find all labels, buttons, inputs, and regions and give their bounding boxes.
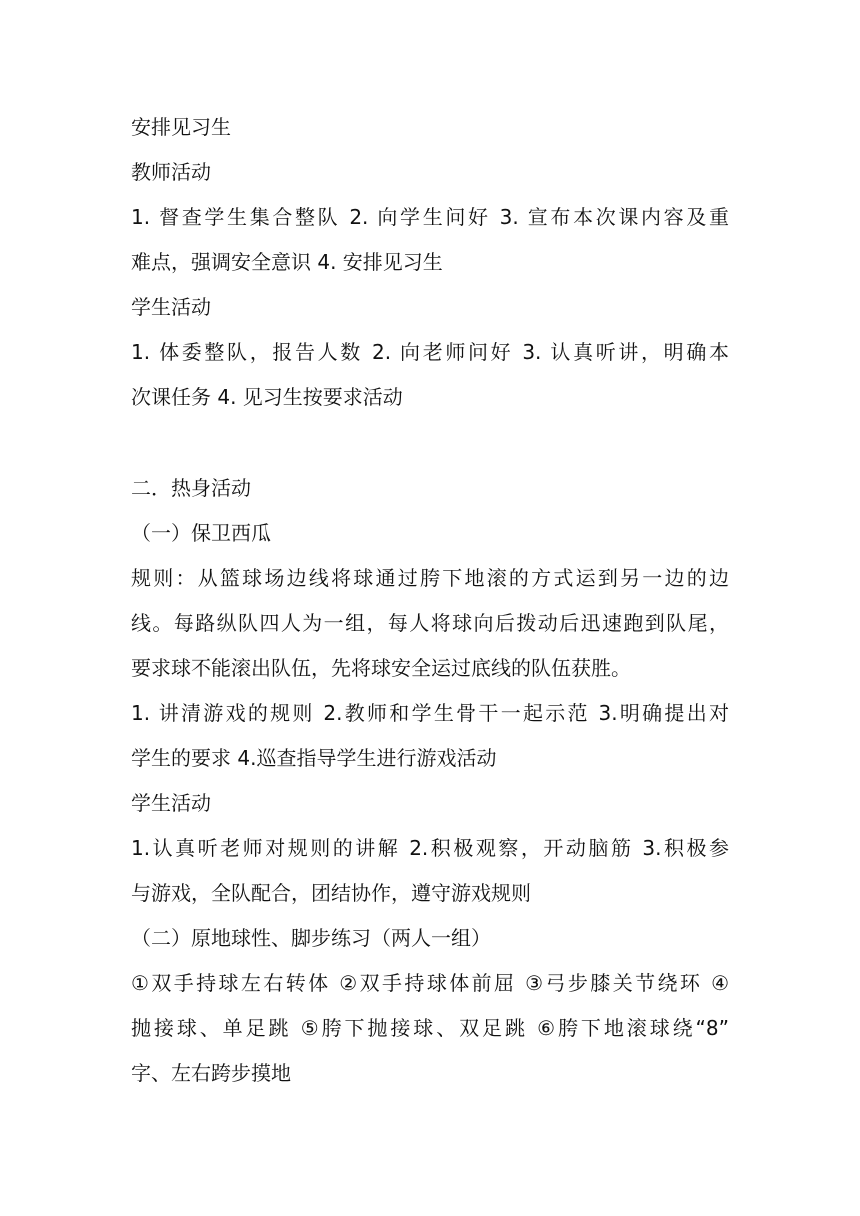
text-line-teacher-steps-1: 1. 督查学生集合整队 2. 向学生问好 3. 宣布本次课内容及重 — [131, 205, 729, 229]
heading-student-activity: 学生活动 — [131, 295, 211, 319]
text-line-exercises-3: 字、左右跨步摸地 — [131, 1061, 291, 1085]
text-line-student-steps-2: 次课任务 4. 见习生按要求活动 — [131, 385, 403, 409]
heading-student-activity-2: 学生活动 — [131, 791, 211, 815]
text-line-exercises-2: 抛接球、单足跳 ⑤胯下抛接球、双足跳 ⑥胯下地滚球绕“8” — [131, 1016, 729, 1040]
text-line-exercises-1: ①双手持球左右转体 ②双手持球体前屈 ③弓步膝关节绕环 ④ — [131, 971, 729, 995]
text-line-arrange-observers: 安排见习生 — [131, 115, 231, 139]
subheading-ball-footwork-practice: （二）原地球性、脚步练习（两人一组） — [131, 926, 491, 950]
text-line-rules-3: 要求球不能滚出队伍，先将球安全运过底线的队伍获胜。 — [131, 656, 631, 680]
heading-teacher-activity: 教师活动 — [131, 160, 211, 184]
text-line-game-teacher-steps-1: 1. 讲清游戏的规则 2.教师和学生骨干一起示范 3.明确提出对 — [131, 701, 729, 725]
text-line-rules-1: 规则：从篮球场边线将球通过胯下地滚的方式运到另一边的边 — [131, 566, 729, 590]
text-line-teacher-steps-2: 难点，强调安全意识 4. 安排见习生 — [131, 250, 443, 274]
subheading-protect-watermelon: （一）保卫西瓜 — [131, 521, 271, 545]
section-heading-warmup: 二．热身活动 — [131, 476, 251, 500]
text-line-game-teacher-steps-2: 学生的要求 4.巡查指导学生进行游戏活动 — [131, 746, 497, 770]
text-line-game-student-steps-1: 1.认真听老师对规则的讲解 2.积极观察，开动脑筋 3.积极参 — [131, 836, 729, 860]
text-line-student-steps-1: 1. 体委整队，报告人数 2. 向老师问好 3. 认真听讲，明确本 — [131, 340, 729, 364]
text-line-rules-2: 线。每路纵队四人为一组，每人将球向后拨动后迅速跑到队尾， — [131, 611, 729, 635]
text-line-game-student-steps-2: 与游戏，全队配合，团结协作，遵守游戏规则 — [131, 881, 531, 905]
